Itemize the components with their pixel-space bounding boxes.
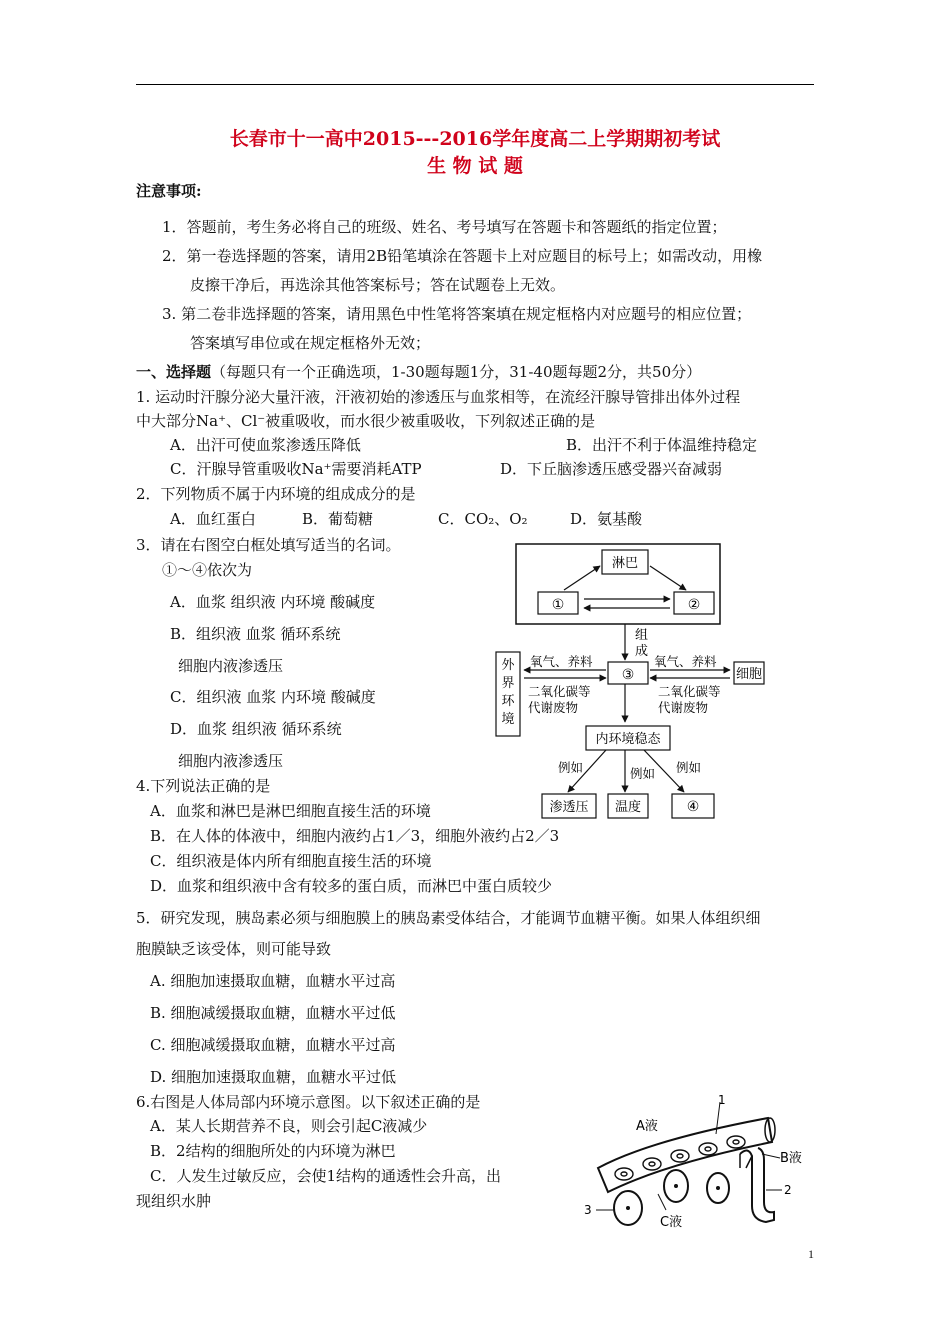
section-note: （每题只有一个正确选项，1-30题每题1分，31-40题每题2分，共50分） xyxy=(211,363,702,381)
co2-waste-right-1: 二氧化碳等 xyxy=(658,684,721,699)
q4-option-c: C．组织液是体内所有细胞直接生活的环境 xyxy=(150,852,432,870)
q2-option-c: C．CO₂、O₂ xyxy=(438,510,528,528)
section-heading xyxy=(136,361,701,382)
a-liquid-label: A液 xyxy=(636,1119,658,1134)
q3-option-a: A．血浆 组织液 内环境 酸碱度 xyxy=(170,593,376,611)
q6-option-a: A．某人长期营养不良，则会引起C液减少 xyxy=(150,1117,428,1135)
oxygen-nutrient-left: 氧气、养料 xyxy=(530,654,593,669)
q5-option-b: B. 细胞减缓摄取血糖，血糖水平过低 xyxy=(150,1004,396,1022)
q1-option-c: C．汗腺导管重吸收Na⁺需要消耗ATP xyxy=(170,460,422,478)
q6-option-b: B．2结构的细胞所处的内环境为淋巴 xyxy=(150,1142,396,1160)
exam-title: 长春市十一高中2015---2016学年度高二上学期期初考试 xyxy=(229,128,721,150)
q5-option-d: D. 细胞加速摄取血糖，血糖水平过低 xyxy=(150,1068,397,1086)
label-3: 3 xyxy=(584,1203,592,1217)
notice-item-3-cont: 答案填写串位或在规定框格外无效； xyxy=(190,334,431,352)
q1-stem-2: 中大部分Na⁺、Cl⁻被重吸收，而水很少被重吸收，下列叙述正确的是 xyxy=(136,412,596,430)
example-label-3: 例如 xyxy=(676,760,702,775)
co2-waste-right-2: 代谢废物 xyxy=(658,700,709,715)
label-1: 1 xyxy=(718,1094,726,1107)
q1-stem-1: 1. 运动时汗腺分泌大量汗液，汗液初始的渗透压与血浆相等，在流经汗腺导管排出体外过程 xyxy=(136,388,741,406)
compose-label-2: 成 xyxy=(635,644,649,659)
b-liquid-label: B液 xyxy=(780,1151,802,1166)
external-env-char-2: 界 xyxy=(501,676,515,691)
q4-option-b: B．在人体的体液中，细胞内液约占1／3，细胞外液约占2／3 xyxy=(150,827,560,845)
compose-label-1: 组 xyxy=(635,628,649,643)
example-label-2: 例如 xyxy=(630,766,656,781)
blood-cells xyxy=(615,1136,745,1180)
example-label-1: 例如 xyxy=(558,760,584,775)
q6-option-c-cont: 现组织水肿 xyxy=(136,1192,212,1210)
q4-option-d: D．血浆和组织液中含有较多的蛋白质，而淋巴中蛋白质较少 xyxy=(150,877,553,895)
temperature-label: 温度 xyxy=(614,800,642,815)
header-rule xyxy=(136,84,814,85)
q2-option-d: D．氨基酸 xyxy=(570,510,643,528)
cell-label: 细胞 xyxy=(735,667,763,682)
external-env-char-3: 环 xyxy=(501,694,515,709)
co2-waste-left-1: 二氧化碳等 xyxy=(528,684,591,699)
q3-option-b: B．组织液 血浆 循环系统 xyxy=(170,625,341,643)
q3-stem: 3．请在右图空白框处填写适当的名词。 xyxy=(136,536,401,554)
q5-option-c: C. 细胞减缓摄取血糖，血糖水平过高 xyxy=(150,1036,396,1054)
lymphatic-vessel xyxy=(740,1148,774,1222)
blank-label-1: ① xyxy=(551,597,565,613)
page-number: 1 xyxy=(808,1247,814,1261)
q3-option-d: D．血浆 组织液 循环系统 xyxy=(170,720,342,738)
osmotic-label: 渗透压 xyxy=(549,800,589,815)
notice-item-3: 3. 第二卷非选择题的答案，请用黑色中性笔将答案填在规定框格内对应题号的相应位置； xyxy=(162,305,752,323)
q6-option-c: C．人发生过敏反应，会使1结构的通透性会升高，出 xyxy=(150,1167,502,1185)
notice-heading: 注意事项: xyxy=(136,182,202,200)
exam-subtitle: 生 物 试 题 xyxy=(427,155,523,177)
q6-stem: 6.右图是人体局部内环境示意图。以下叙述正确的是 xyxy=(136,1093,481,1111)
blank-label-4: ④ xyxy=(686,799,700,815)
lymph-label: 淋巴 xyxy=(611,556,639,571)
q2-option-a: A．血红蛋白 xyxy=(170,510,256,528)
q4-stem: 4.下列说法正确的是 xyxy=(136,777,271,795)
q1-option-b: B．出汗不利于体温维持稳定 xyxy=(566,436,758,454)
oxygen-nutrient-right: 氧气、养料 xyxy=(654,654,717,669)
q1-option-d: D．下丘脑渗透压感受器兴奋减弱 xyxy=(500,460,723,478)
q5-stem-1: 5．研究发现，胰岛素必须与细胞膜上的胰岛素受体结合，才能调节血糖平衡。如果人体组织细 xyxy=(136,909,761,927)
capillary-vessel xyxy=(598,1118,772,1192)
q2-stem: 2．下列物质不属于内环境的组成成分的是 xyxy=(136,485,416,503)
notice-item-2-cont: 皮擦干净后，再选涂其他答案标号；答在试题卷上无效。 xyxy=(190,276,566,294)
homeostasis-diagram xyxy=(494,542,766,828)
notice-item-2: 2．第一卷选择题的答案，请用2B铅笔填涂在答题卡上对应题目的标号上；如需改动，用橡 xyxy=(162,247,763,265)
notice-item-1: 1．答题前，考生务必将自己的班级、姓名、考号填写在答题卡和答题纸的指定位置； xyxy=(162,218,727,236)
blank-label-2: ② xyxy=(687,597,701,613)
q5-stem-2: 胞膜缺乏该受体，则可能导致 xyxy=(136,940,332,958)
q3-option-b-cont: 细胞内液渗透压 xyxy=(178,657,284,675)
q3-option-c: C．组织液 血浆 内环境 酸碱度 xyxy=(170,688,376,706)
q5-option-a: A. 细胞加速摄取血糖，血糖水平过高 xyxy=(150,972,396,990)
q1-option-a: A．出汗可使血浆渗透压降低 xyxy=(170,436,361,454)
q3-sub: ①～④依次为 xyxy=(162,561,253,579)
external-env-char-4: 境 xyxy=(501,712,515,727)
q2-option-b: B．葡萄糖 xyxy=(302,510,374,528)
section-title: 一、选择题 xyxy=(136,363,212,381)
label-2: 2 xyxy=(784,1183,792,1197)
tissue-diagram xyxy=(580,1094,820,1234)
co2-waste-left-2: 代谢废物 xyxy=(528,700,579,715)
blank-label-3: ③ xyxy=(621,667,635,683)
q4-option-a: A．血浆和淋巴是淋巴细胞直接生活的环境 xyxy=(150,802,431,820)
homeostasis-label: 内环境稳态 xyxy=(595,732,661,747)
c-liquid-label: C液 xyxy=(660,1215,683,1230)
q3-option-d-cont: 细胞内液渗透压 xyxy=(178,752,284,770)
external-env-char-1: 外 xyxy=(501,658,515,673)
